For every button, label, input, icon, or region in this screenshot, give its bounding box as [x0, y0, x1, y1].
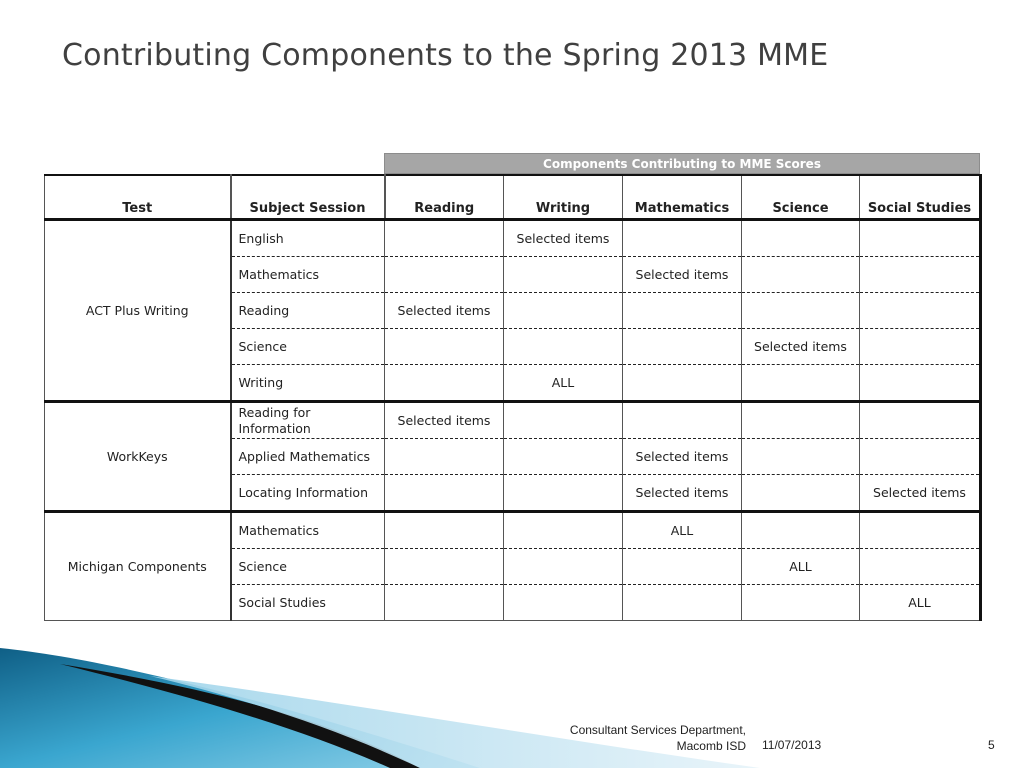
component-cell: ALL [504, 365, 623, 402]
footer-department: Consultant Services Department, Macomb ISD [569, 723, 746, 753]
column-header-subject-session: Subject Session [231, 175, 385, 220]
component-cell: ALL [742, 549, 860, 585]
slide-title: Contributing Components to the Spring 2013 MME [62, 38, 829, 73]
subject-session-cell: Writing [231, 365, 385, 402]
test-name-cell: Michigan Components [45, 512, 231, 621]
component-cell: Selected items [742, 329, 860, 365]
component-cell: Selected items [385, 293, 504, 329]
subject-session-cell: English [231, 220, 385, 257]
component-cell: Selected items [623, 439, 742, 475]
test-name-cell: ACT Plus Writing [45, 220, 231, 402]
column-header-social-studies: Social Studies [860, 175, 981, 220]
subject-session-cell: Science [231, 329, 385, 365]
subject-session-cell: Social Studies [231, 585, 385, 621]
column-header-test: Test [45, 175, 231, 220]
component-cell: Selected items [623, 475, 742, 512]
subject-session-cell: Mathematics [231, 257, 385, 293]
component-cell: ALL [860, 585, 981, 621]
footer-date: 11/07/2013 [762, 738, 822, 752]
subject-session-cell: Science [231, 549, 385, 585]
component-cell: ALL [623, 512, 742, 549]
column-header-mathematics: Mathematics [623, 175, 742, 220]
test-name-cell: WorkKeys [45, 402, 231, 512]
subject-session-cell: Applied Mathematics [231, 439, 385, 475]
footer-page-number: 5 [988, 738, 995, 752]
column-header-writing: Writing [504, 175, 623, 220]
component-cell: Selected items [860, 475, 981, 512]
component-cell: Selected items [504, 220, 623, 257]
component-cell: Selected items [385, 402, 504, 439]
subject-session-cell: Locating Information [231, 475, 385, 512]
component-cell: Selected items [623, 257, 742, 293]
subject-session-cell: Mathematics [231, 512, 385, 549]
subject-session-cell: Reading for Information [231, 402, 385, 439]
subject-session-cell: Reading [231, 293, 385, 329]
column-header-reading: Reading [385, 175, 504, 220]
column-header-science: Science [742, 175, 860, 220]
table-banner: Components Contributing to MME Scores [384, 153, 980, 174]
